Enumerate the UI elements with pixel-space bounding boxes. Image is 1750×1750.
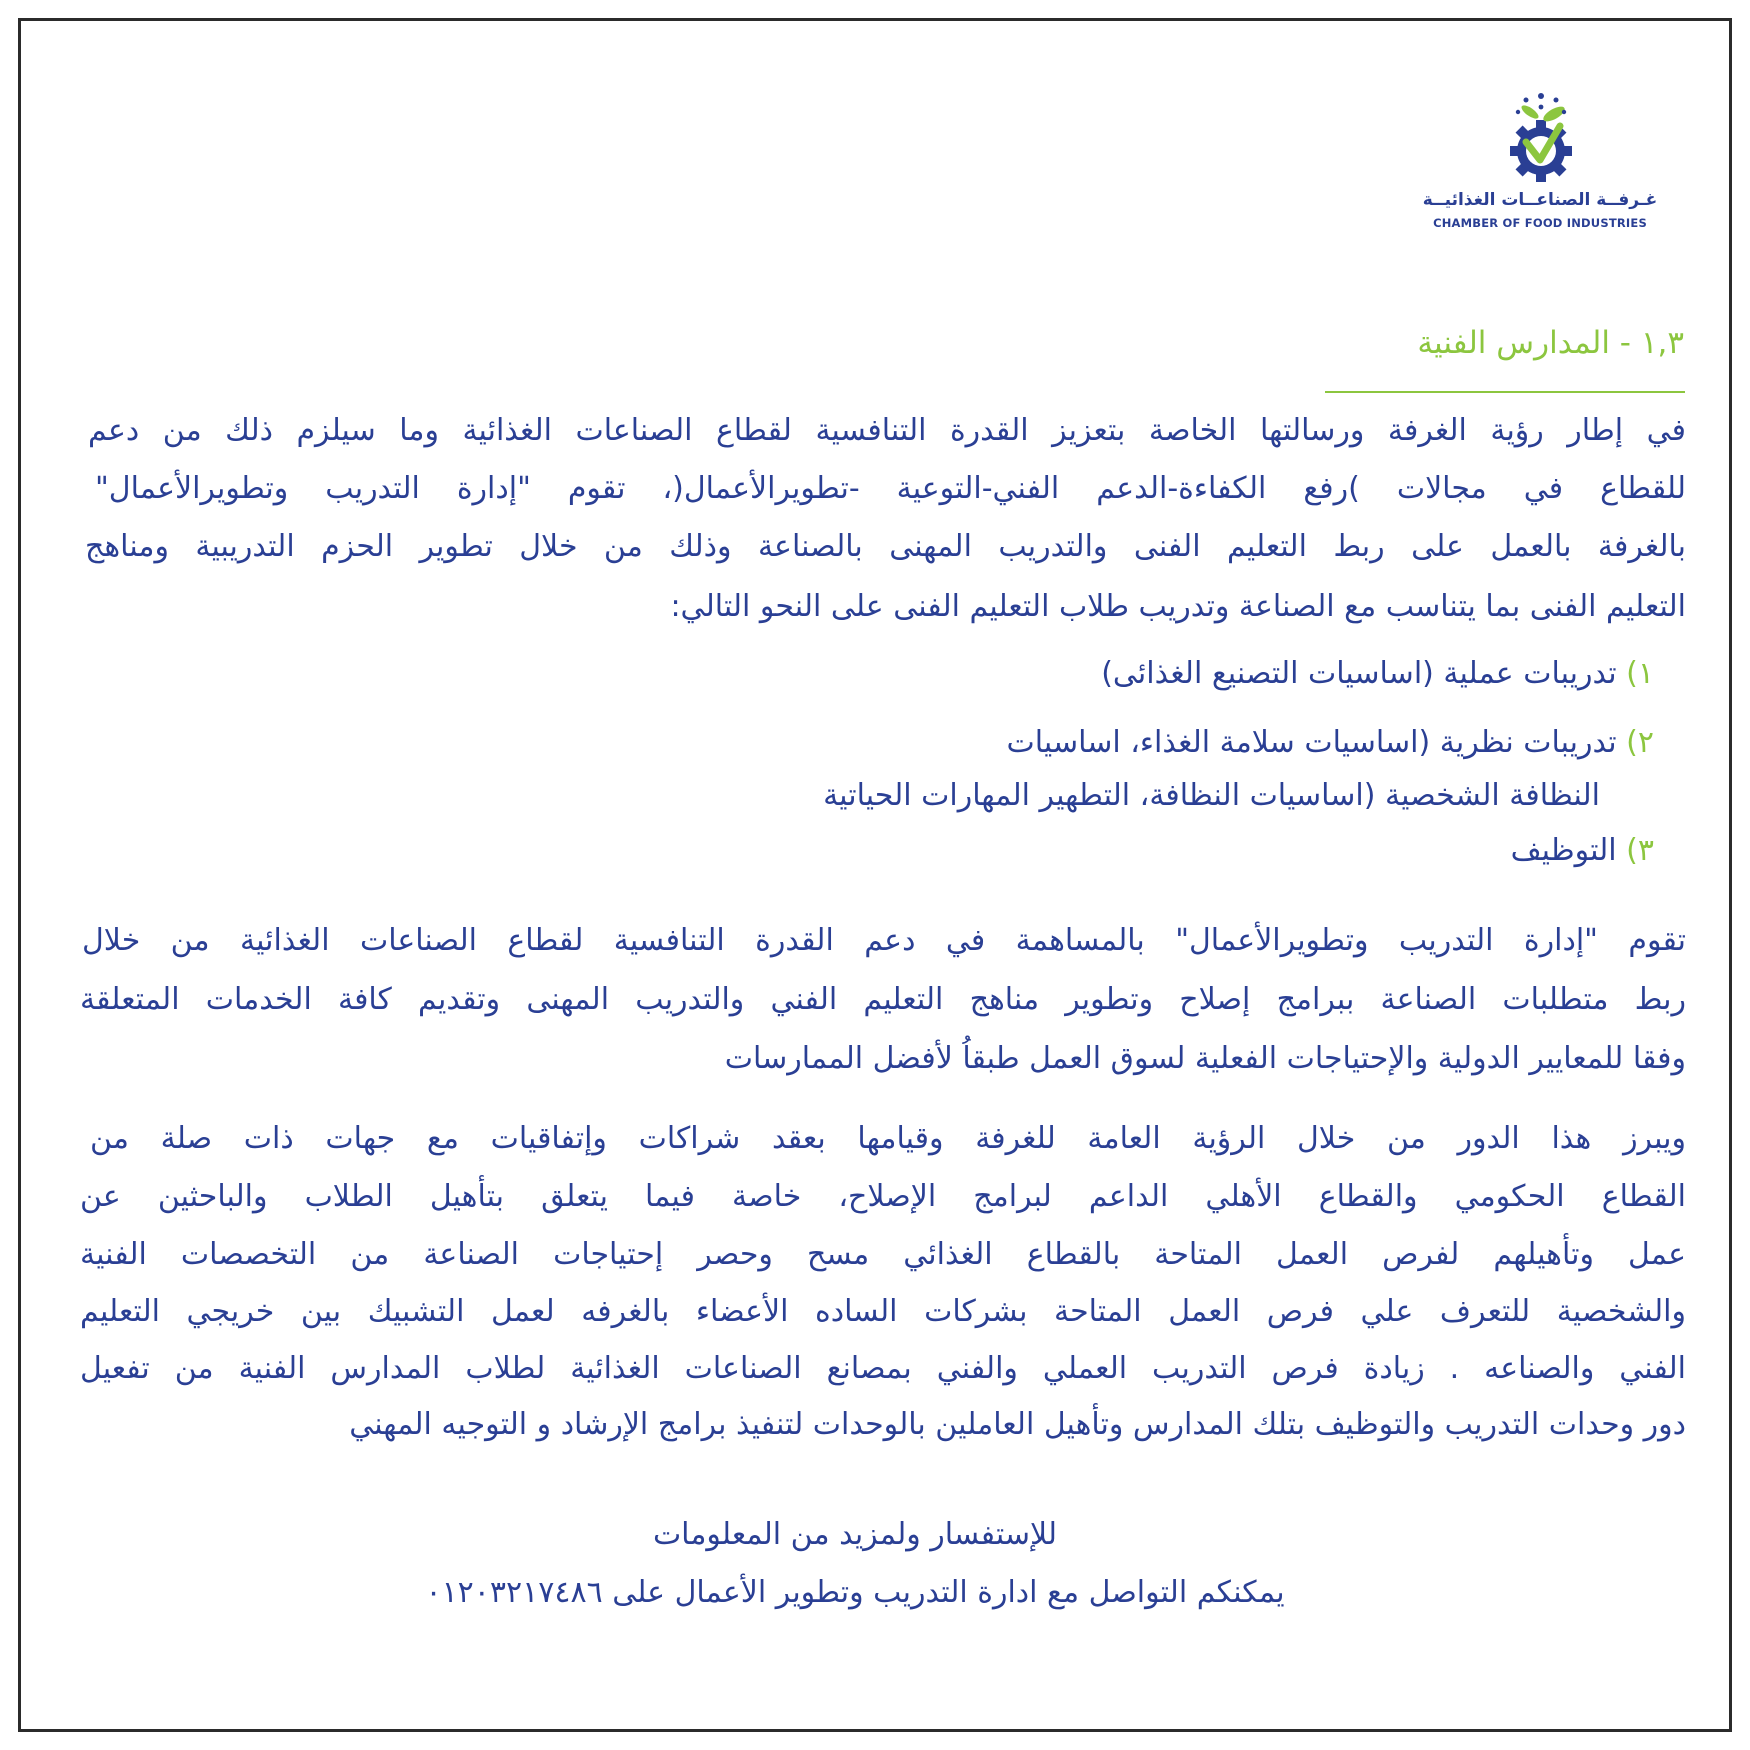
title-underline bbox=[1325, 391, 1685, 393]
intro-line: التعليم الفنى بما يتناسب مع الصناعة وتدريب طلاب التعليم الفنى على النحو التالي: bbox=[670, 589, 1686, 624]
chamber-logo bbox=[1420, 90, 1660, 240]
list-item-continuation: النظافة الشخصية (اساسيات النظافة، التطهير المهارات الحياتية bbox=[823, 778, 1600, 813]
paragraph2-line: تقوم "إدارة التدريب وتطويرالأعمال" بالمساهمة في دعم القدرة التنافسية لقطاع الصناعات الغذائية من خلال bbox=[82, 923, 1686, 958]
gear-leaf-check-icon bbox=[1496, 90, 1586, 182]
list-item bbox=[1101, 656, 1654, 691]
list-item-number: ٢) bbox=[1626, 725, 1654, 760]
paragraph3-line: ويبرز هذا الدور من خلال الرؤية العامة للغرفة وقيامها بعقد شراكات وإتفاقيات مع جهات ذات صلة من bbox=[90, 1121, 1686, 1156]
paragraph3-line: الفني والصناعه . زيادة فرص التدريب العملي والفني بمصانع الصناعات الغذائية لطلاب المدارس الفنية من تفعيل bbox=[80, 1351, 1686, 1386]
list-item-number: ١) bbox=[1626, 656, 1654, 691]
list-item-text: تدريبات عملية (اساسيات التصنيع الغذائى) bbox=[1101, 656, 1617, 691]
paragraph3-line: والشخصية للتعرف علي فرص العمل المتاحة بشركات الساده الأعضاء بالغرفه لعمل التشبيك بين خريجي التعليم bbox=[80, 1294, 1686, 1329]
paragraph3-line: دور وحدات التدريب والتوظيف بتلك المدارس وتأهيل العاملين بالوحدات لتنفيذ برامج الإرشاد و التوجيه المهني bbox=[349, 1407, 1686, 1442]
paragraph2-line: ربط متطلبات الصناعة ببرامج إصلاح وتطوير مناهج التعليم الفني والتدريب المهنى وتقديم كافة الخدمات المتعلقة bbox=[80, 982, 1686, 1017]
contact-line2: يمكنكم التواصل مع ادارة التدريب وتطوير الأعمال على ٠١٢٠٣٢١٧٤٨٦ bbox=[425, 1575, 1285, 1610]
contact-line1: للإستفسار ولمزيد من المعلومات bbox=[652, 1517, 1058, 1552]
list-item bbox=[1510, 833, 1654, 868]
list-item bbox=[1006, 725, 1654, 760]
page-frame bbox=[18, 18, 1732, 1732]
list-item-text: التوظيف bbox=[1510, 833, 1617, 868]
logo-arabic-name: غـرفــة الصناعــات الغذائيــة bbox=[1422, 190, 1658, 210]
intro-line: بالغرفة بالعمل على ربط التعليم الفنى والتدريب المهنى بالصناعة وذلك من خلال تطوير الحزم التدريبية ومناهج bbox=[85, 529, 1686, 564]
intro-line: للقطاع في مجالات )رفع الكفاءة-الدعم الفني-التوعية -تطويرالأعمال(، تقوم "إدارة التدريب وتطويرالأعمال" bbox=[95, 471, 1686, 506]
paragraph2-line: وفقا للمعايير الدولية والإحتياجات الفعلية لسوق العمل طبقاُ لأفضل الممارسات bbox=[724, 1041, 1686, 1076]
paragraph3-line: القطاع الحكومي والقطاع الأهلي الداعم لبرامج الإصلاح، خاصة فيما يتعلق بتأهيل الطلاب والباحثين عن bbox=[80, 1179, 1686, 1214]
logo-english-name: CHAMBER OF FOOD INDUSTRIES bbox=[1433, 216, 1647, 230]
list-item-number: ٣) bbox=[1626, 833, 1654, 868]
paragraph3-line: عمل وتأهيلهم لفرص العمل المتاحة بالقطاع الغذائي مسح وحصر إحتياجات الصناعة من التخصصات الفنية bbox=[80, 1237, 1686, 1272]
intro-line: في إطار رؤية الغرفة ورسالتها الخاصة بتعزيز القدرة التنافسية لقطاع الصناعات الغذائية وما سيلزم ذلك من دعم bbox=[88, 413, 1686, 448]
list-item-text: تدريبات نظرية (اساسيات سلامة الغذاء، اساسيات bbox=[1006, 725, 1617, 760]
section-title: ١,٣ - المدارس الفنية bbox=[1417, 325, 1684, 361]
